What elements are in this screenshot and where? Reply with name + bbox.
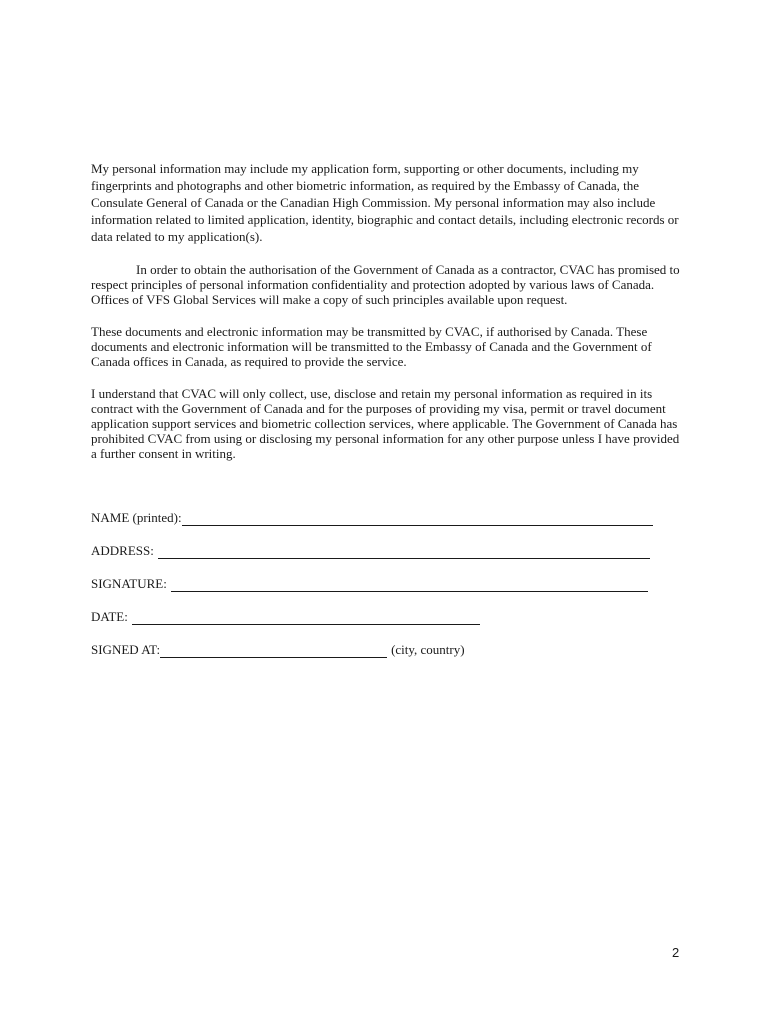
signature-label: SIGNATURE:	[91, 576, 167, 591]
name-input-line[interactable]	[182, 512, 653, 526]
name-label: NAME (printed):	[91, 510, 182, 525]
signed-at-field-row	[91, 642, 465, 658]
paragraph-understanding: I understand that CVAC will only collect, use, disclose and retain my personal information as required in its contract with the Government of Canada and for the purposes of providing my visa, permit or travel document application support services and biometric collection services, where applicable. The Government of Canada has prohibited CVAC from using or disclosing my personal information for any other purpose unless I have provided a further consent in writing.	[91, 386, 680, 461]
signed-at-input-line[interactable]	[160, 644, 387, 658]
name-field-row	[91, 510, 653, 526]
signed-at-label: SIGNED AT:	[91, 642, 161, 657]
page-number: 2	[672, 945, 680, 960]
paragraph-transmission: These documents and electronic information may be transmitted by CVAC, if authorised by Canada. These documents and electronic information will be transmitted to the Embassy of Canada and the Government of Canada offices in Canada, as required to provide the service.	[91, 324, 652, 369]
signature-input-line[interactable]	[171, 578, 648, 592]
address-label: ADDRESS:	[91, 543, 154, 558]
signed-at-hint: (city, country)	[391, 642, 465, 657]
paragraph-authorisation: In order to obtain the authorisation of the Government of Canada as a contractor, CVAC has promised to respect principles of personal information confidentiality and protection adopted by various laws of Canada. Offices of VFS Global Services will make a copy of such principles available upon request.	[91, 262, 680, 307]
address-input-line[interactable]	[158, 545, 650, 559]
date-input-line[interactable]	[132, 611, 480, 625]
address-field-row	[91, 543, 650, 559]
paragraph-personal-information: My personal information may include my application form, supporting or other documents, including my fingerprints and photographs and other biometric information, as required by the Embassy of Canada, the Consulate General of Canada or the Canadian High Commission. My personal information may also include information related to limited application, identity, biographic and contact details, including electronic records or data related to my application(s).	[91, 161, 679, 244]
signature-field-row	[91, 576, 648, 592]
date-field-row	[91, 609, 480, 625]
date-label: DATE:	[91, 609, 128, 624]
